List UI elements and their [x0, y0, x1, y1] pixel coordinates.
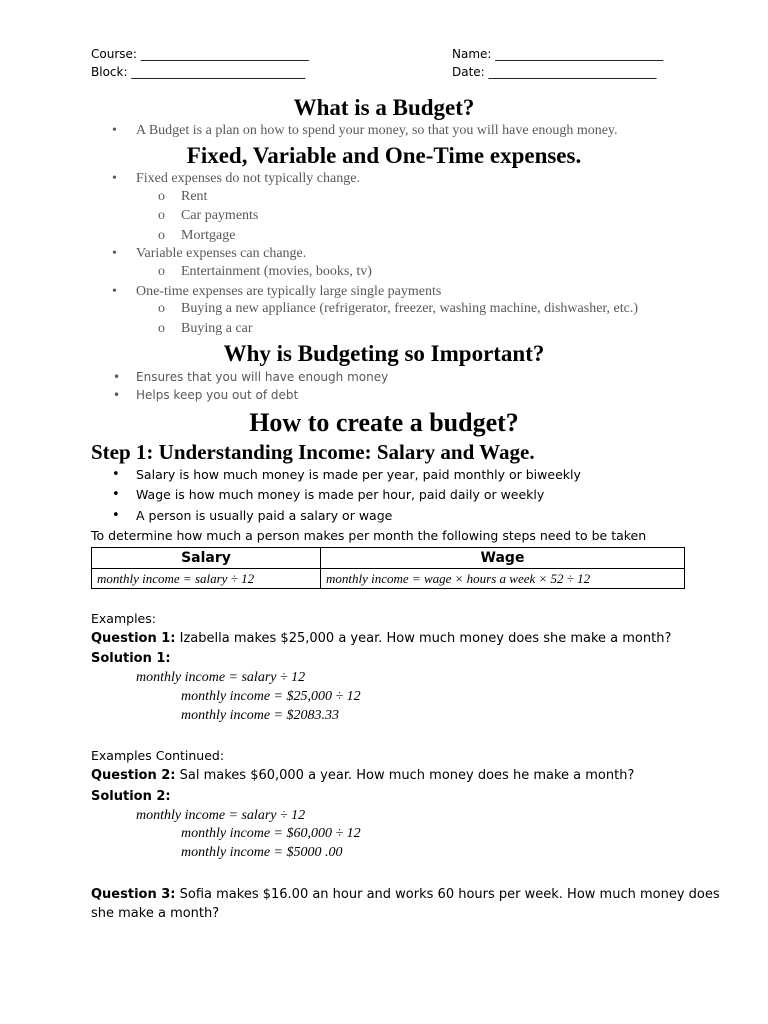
- examples-label: Examples:: [91, 611, 156, 626]
- variable-item: Entertainment (movies, books, tv): [181, 264, 372, 279]
- income-formula-table: [91, 547, 685, 589]
- bullet-dot: •: [112, 467, 120, 482]
- bullet-dot: •: [112, 123, 117, 138]
- table-row: [92, 569, 685, 589]
- bullet-dot: •: [112, 171, 117, 186]
- table-header-row: [92, 548, 685, 569]
- heading-why-budgeting: Why is Budgeting so Important?: [223, 341, 545, 366]
- table-header-wage: Wage: [321, 548, 685, 569]
- sub-bullet: o: [158, 321, 165, 336]
- bullet-dot: •: [112, 246, 117, 261]
- income-bullet: A person is usually paid a salary or wage: [136, 508, 393, 523]
- question-1-text: Izabella makes $25,000 a year. How much money does she make a month?: [175, 631, 672, 646]
- solution-2-line: monthly income = $5000 .00: [181, 845, 343, 860]
- table-header-salary: Salary: [92, 548, 321, 569]
- question-2-text: Sal makes $60,000 a year. How much money does he make a month?: [175, 768, 635, 783]
- solution-2-label-text: Solution 2:: [91, 789, 171, 804]
- table-intro: To determine how much a person makes per month the following steps need to be taken: [91, 528, 647, 543]
- onetime-expenses: One-time expenses are typically large single payments: [136, 284, 442, 299]
- bullet-dot: •: [112, 508, 120, 523]
- wage-formula: monthly income = wage × hours a week × 52 ÷ 12: [321, 569, 685, 589]
- block-field: Block: _____________________________: [91, 65, 306, 79]
- bullet-dot: •: [112, 284, 117, 299]
- variable-expenses: Variable expenses can change.: [136, 246, 307, 261]
- question-3-label: Question 3:: [91, 887, 176, 902]
- heading-how-to-create: How to create a budget?: [249, 408, 519, 437]
- onetime-item: Buying a car: [181, 321, 253, 336]
- sub-bullet: o: [158, 228, 165, 243]
- fixed-expenses: Fixed expenses do not typically change.: [136, 171, 360, 186]
- importance-item: Ensures that you will have enough money: [136, 370, 389, 384]
- question-3: [91, 887, 720, 902]
- income-bullet: Wage is how much money is made per hour, paid daily or weekly: [136, 487, 545, 502]
- bullet-dot: •: [113, 388, 121, 402]
- sub-bullet: o: [158, 208, 165, 223]
- budget-definition: A Budget is a plan on how to spend your money, so that you will have enough money.: [136, 123, 618, 138]
- heading-what-is-budget: What is a Budget?: [293, 95, 475, 120]
- question-3-text: Sofia makes $16.00 an hour and works 60 hours per week. How much money does: [175, 887, 720, 902]
- course-field: Course: ____________________________: [91, 47, 309, 61]
- date-field: Date: ____________________________: [452, 65, 657, 79]
- onetime-item: Buying a new appliance (refrigerator, freezer, washing machine, dishwasher, etc.): [181, 301, 639, 316]
- examples-continued-label: Examples Continued:: [91, 748, 225, 763]
- sub-bullet: o: [158, 264, 165, 279]
- solution-1-line: monthly income = salary ÷ 12: [136, 670, 306, 685]
- solution-1-label: [91, 651, 171, 666]
- question-3-continued: she make a month?: [91, 906, 220, 921]
- name-field: Name: ____________________________: [452, 47, 664, 61]
- income-bullet: Salary is how much money is made per year, paid monthly or biweekly: [136, 467, 581, 482]
- importance-item: Helps keep you out of debt: [136, 388, 299, 402]
- solution-1-line: monthly income = $25,000 ÷ 12: [181, 689, 361, 704]
- solution-2-line: monthly income = $60,000 ÷ 12: [181, 826, 361, 841]
- question-1-label: Question 1:: [91, 631, 176, 646]
- bullet-dot: •: [113, 370, 121, 384]
- sub-bullet: o: [158, 189, 165, 204]
- heading-expenses: Fixed, Variable and One-Time expenses.: [186, 143, 582, 168]
- question-2: [91, 768, 634, 783]
- fixed-item: Mortgage: [181, 228, 236, 243]
- solution-1-line: monthly income = $2083.33: [181, 708, 339, 723]
- sub-bullet: o: [158, 301, 165, 316]
- question-1: [91, 631, 671, 646]
- fixed-item: Car payments: [181, 208, 259, 223]
- solution-2-label: [91, 789, 171, 804]
- bullet-dot: •: [112, 487, 120, 502]
- solution-2-line: monthly income = salary ÷ 12: [136, 808, 306, 823]
- salary-formula: monthly income = salary ÷ 12: [92, 569, 321, 589]
- fixed-item: Rent: [181, 189, 208, 204]
- solution-1-label-text: Solution 1:: [91, 651, 171, 666]
- question-2-label: Question 2:: [91, 768, 176, 783]
- step1-heading: Step 1: Understanding Income: Salary and Wage.: [91, 440, 535, 464]
